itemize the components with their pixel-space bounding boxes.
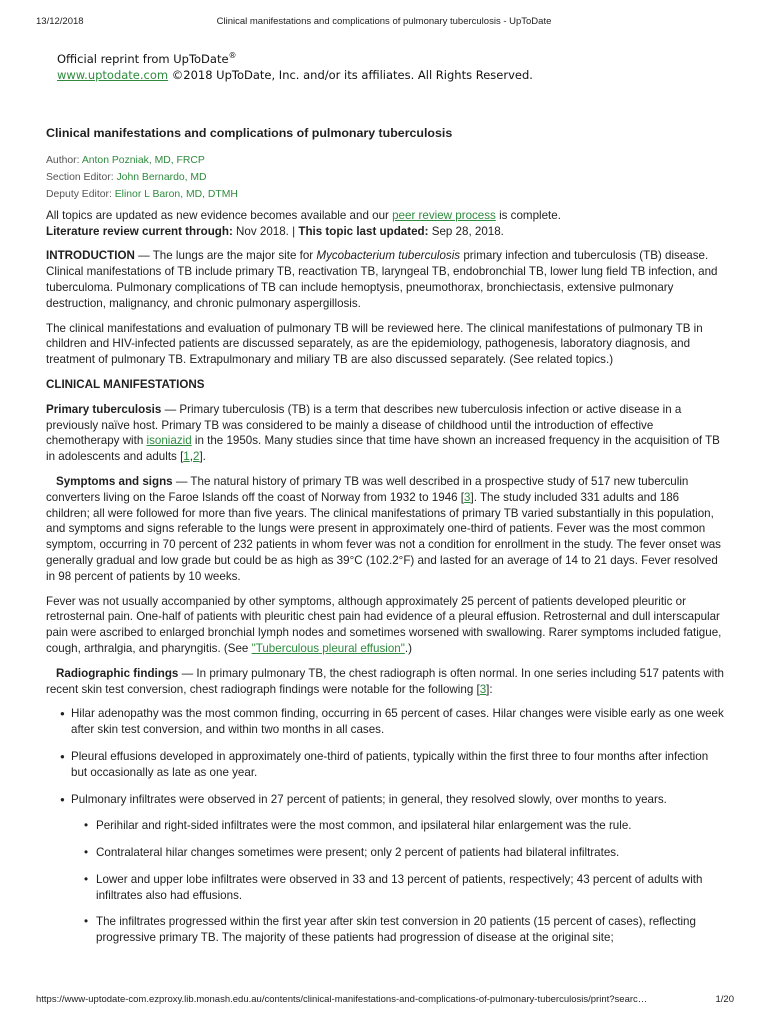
print-date: 13/12/2018 — [36, 16, 84, 27]
list-item: ● Pulmonary infiltrates were observed in 27 percent of patients; in general, they resolved slowly, over months to years. — [60, 792, 726, 808]
intro-text-cont: primary infection and tuberculosis (TB) disease. Clinical manifestations of TB include primary TB, reactivation TB, laryngeal TB, endobronchial TB, lower lung field TB infection, and tuberculoma. Pulmonary complications of TB can include hemoptysis, pneumothorax, bronchiectasis, extensive pulmonary destruction, malignancy, and chronic pulmonary aspergillosis. — [46, 249, 718, 310]
clinical-manifestations-heading: CLINICAL MANIFESTATIONS — [46, 377, 205, 391]
symptoms-paragraph — [46, 474, 726, 585]
ref-link-2[interactable]: 2 — [192, 450, 200, 464]
primary-tb-heading: Primary tuberculosis — [46, 402, 162, 416]
update-text-end: is complete. — [495, 208, 561, 222]
update-info — [46, 208, 726, 240]
ref-link-3[interactable]: 3 — [464, 490, 471, 504]
infiltrate-sublist — [46, 818, 726, 946]
list-item: ● Pleural effusions developed in approximately one-third of patients, typically within the first three to four months after infection but occasionally as late as one year. — [60, 749, 726, 781]
radiographic-text-end: ]: — [486, 682, 493, 696]
deputy-editor-label: Deputy Editor: — [46, 188, 115, 200]
update-text: All topics are updated as new evidence becomes available and our — [46, 208, 393, 222]
primary-tb-text-cont: in the 1950s. Many studies since that time have shown an increased frequency in the acquisition of TB in adolescents and adults [ — [46, 434, 720, 464]
ref-link-3b[interactable]: 3 — [479, 682, 487, 696]
radiographic-paragraph — [46, 666, 726, 698]
radiographic-heading: Radiographic findings — [56, 666, 179, 680]
primary-tb-text-end: ]. — [199, 450, 206, 464]
scope-paragraph: The clinical manifestations and evaluation of pulmonary TB will be reviewed here. The clinical manifestations of pulmonary TB in children and HIV-infected patients are discussed separately, as are the epidemiology, pathogenesis, laboratory diagnosis, and treatment of pulmonary TB. Extrapulmonary and miliary TB are also discussed separately. (See related topics.) — [46, 321, 703, 367]
reprint-line: Official reprint from UpToDate — [57, 51, 229, 66]
fever-text: Fever was not usually accompanied by other symptoms, although approximately 25 percent of patients developed pleuritic or retrosternal pain. One-half of patients with pleuritic chest pain had evidence of a pleural effusion. Retrosternal and dull interscapular pain were ascribed to enlarged bronchial lymph nodes and sometimes worsened with swallowing. Rarer symptoms included fatigue, cough, arthralgia, and pharyngitis. (See — [46, 594, 722, 655]
sub-list-item: • Contralateral hilar changes sometimes were present; only 2 percent of patients had bilateral infiltrates. — [84, 845, 726, 861]
fever-text-end: .) — [404, 641, 412, 655]
print-footer — [0, 994, 768, 1008]
symptoms-text: — The natural history of primary TB was well described in a prospective study of 517 new tuberculin converters living on the Faroe Islands off the coast of Norway from 1932 to 1946 [ — [46, 474, 689, 504]
sub-list-item: • The infiltrates progressed within the first year after skin test conversion in 20 patients (15 percent of cases), reflecting progressive primary TB. The majority of these patients had progression of disease at the original site; — [84, 914, 726, 946]
print-header — [0, 16, 768, 30]
author-label: Author: — [46, 154, 82, 166]
article-title: Clinical manifestations and complications of pulmonary tuberculosis — [46, 126, 453, 140]
registered-mark: ® — [228, 51, 237, 60]
deputy-editor-name[interactable]: Elinor L Baron, MD, DTMH — [114, 188, 238, 200]
print-url: https://www-uptodate-com.ezproxy.lib.monash.edu.au/contents/clinical-manifestations-and-complications-of-pulmonary-tuberculosis/print?searc… — [36, 994, 648, 1005]
sub-list-item: • Lower and upper lobe infiltrates were observed in 33 and 13 percent of patients, respectively; 43 percent of adults with infiltrates also had effusions. — [84, 872, 726, 904]
ref-link-1[interactable]: 1 — [183, 450, 190, 464]
intro-text: — The lungs are the major site for — [134, 249, 317, 263]
article — [46, 126, 726, 957]
lit-review-value: Nov 2018. | — [232, 224, 299, 238]
list-item: ● Hilar adenopathy was the most common finding, occurring in 65 percent of cases. Hilar changes were visible early as one week after skin test conversion, and within two months in all cases. — [60, 706, 726, 738]
last-updated-value: Sep 28, 2018. — [428, 224, 504, 238]
last-updated-label: This topic last updated: — [298, 224, 429, 238]
intro-heading: INTRODUCTION — [46, 249, 135, 263]
pleural-effusion-link[interactable]: "Tuberculous pleural effusion" — [251, 641, 405, 655]
copyright: ©2018 UpToDate, Inc. and/or its affiliates. All Rights Reserved. — [168, 67, 533, 82]
primary-tb-paragraph — [46, 402, 726, 465]
intro-paragraph — [46, 248, 726, 311]
radiographic-text: — In primary pulmonary TB, the chest radiograph is often normal. In one series including 517 patents with recent skin test conversion, chest radiograph findings were notable for the following [ — [46, 666, 725, 696]
peer-review-link[interactable]: peer review process — [392, 208, 496, 222]
section-editor-name[interactable]: John Bernardo, MD — [116, 171, 207, 183]
section-editor-label: Section Editor: — [46, 171, 117, 183]
sub-list-item: • Perihilar and right-sided infiltrates were the most common, and ipsilateral hilar enlargement was the rule. — [84, 818, 726, 834]
findings-list — [46, 706, 726, 807]
symptoms-text-cont: ]. The study included 331 adults and 186 children; all were followed for more than five years. The clinical manifestations of primary TB varied substantially in this population, and symptoms and signs referable to the lungs were present in approximately one-third of patients. Fever was the most common symptom, occurring in 70 percent of 232 patients in whom fever was not a condition for enrollment in the study. The fever onset was generally gradual and low grade but could be as high as 39°C (102.2°F) and lasted for an average of 14 to 21 days. Fever resolved in 98 percent of patients by 10 weeks. — [46, 490, 721, 583]
primary-tb-text: — Primary tuberculosis (TB) is a term that describes new tuberculosis infection or active disease in a previously naïve host. Primary TB was considered to be mainly a disease of childhood until the introduction of effective chemotherapy with — [46, 402, 682, 448]
symptoms-heading: Symptoms and signs — [56, 474, 173, 488]
author-name[interactable]: Anton Pozniak, MD, FRCP — [81, 154, 205, 166]
article-authors — [46, 152, 726, 203]
fever-paragraph — [46, 594, 726, 657]
print-title: Clinical manifestations and complications of pulmonary tuberculosis - UpToDate — [216, 16, 552, 27]
isoniazid-link[interactable]: isoniazid — [146, 434, 192, 448]
page-number: 1/20 — [715, 994, 734, 1005]
reprint-notice — [57, 48, 533, 83]
uptodate-link[interactable]: www.uptodate.com — [57, 67, 169, 82]
lit-review-label: Literature review current through: — [46, 224, 233, 238]
intro-organism: Mycobacterium tuberculosis — [316, 249, 461, 263]
ref-separator: , — [189, 450, 193, 464]
